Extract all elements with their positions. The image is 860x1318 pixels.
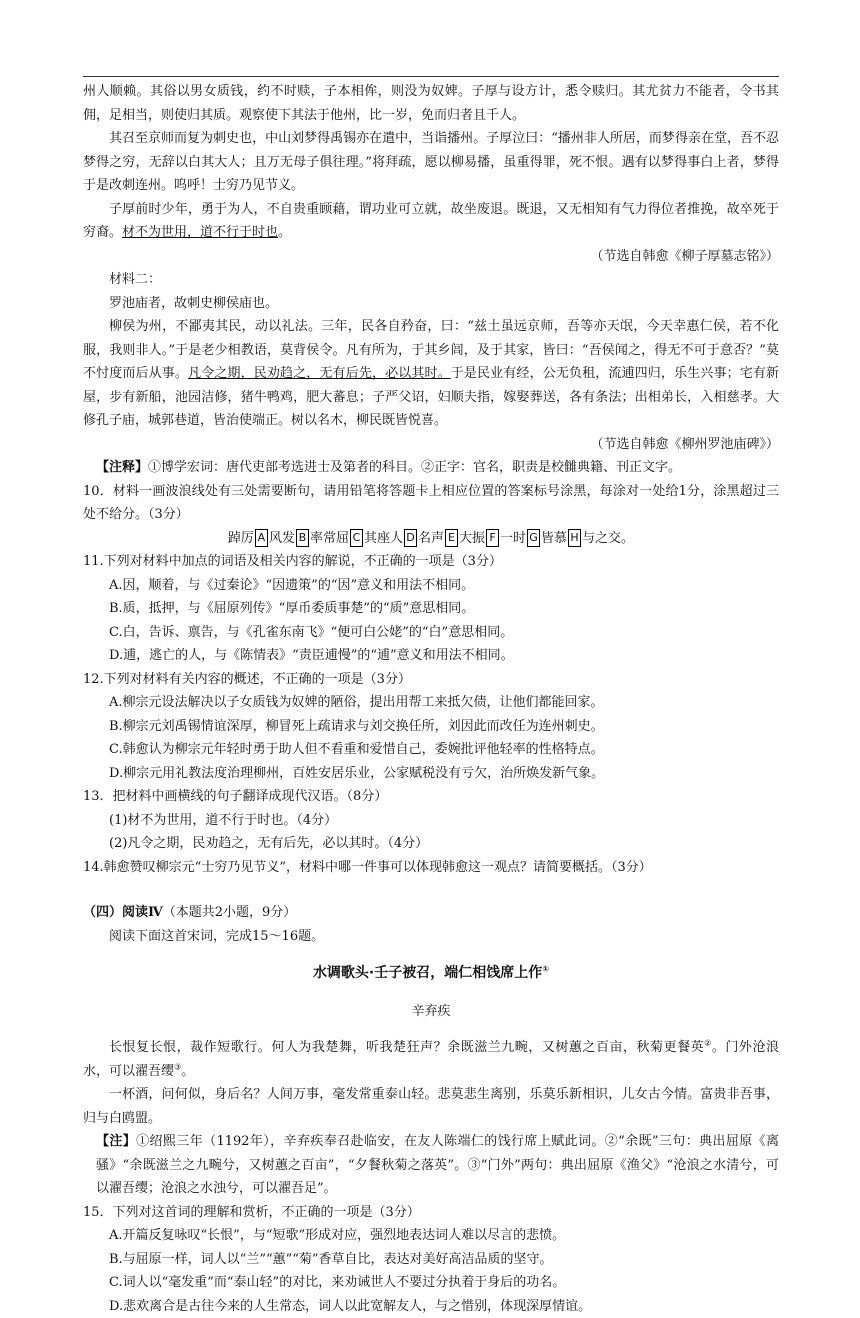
answer-box-b: B <box>296 529 309 547</box>
q11-option-1: B.质，抵押，与《屈原列传》“厚币委质事楚”的“质”意思相同。 <box>83 597 779 621</box>
poem-note <box>83 1130 779 1201</box>
answer-box-g: G <box>527 529 540 547</box>
text: 。 <box>278 225 291 240</box>
q12-option-1: B.柳宗元刘禹锡情谊深厚，柳冒死上疏请求与刘交换任所，刘因此而改任为连州刺史。 <box>83 715 779 739</box>
q15-option-3: D.悲欢离合是古往今来的人生常态，词人以此宽解友人，与之惜别，体现深厚情谊。 <box>83 1295 779 1318</box>
question-10: 10．材料一画波浪线处有三处需要断句，请用铅笔将答题卡上相应位置的答案标号涂黑，每涂对一处给1分，涂黑超过三处不给分。（3分） <box>83 480 779 527</box>
q15-option-1: B.与屈原一样，词人以“兰”“蕙”“菊”香草自比，表达对美好高洁品质的坚守。 <box>83 1248 779 1272</box>
question-10-sequence <box>83 527 779 551</box>
material2-label: 材料二： <box>83 268 779 292</box>
note-label: 【注】 <box>96 1134 136 1149</box>
footnote-mark: ② <box>704 1039 712 1048</box>
q11-option-0: A.因，顺着，与《过秦论》“因遗策”的“因”意义和用法不相同。 <box>83 574 779 598</box>
poem-author: 辛弃疾 <box>83 1000 779 1024</box>
underlined-sentence-1: 材不为世用，道不行于时也 <box>122 225 278 240</box>
footnote-mark: ① <box>542 964 549 973</box>
section-title: （四）阅读Ⅳ <box>83 905 163 920</box>
sequence-text: 名声 <box>418 531 444 546</box>
section-4-instruction: 阅读下面这首宋词，完成15～16题。 <box>83 925 779 949</box>
text: 长恨复长恨，裁作短歌行。何人为我楚舞，听我楚狂声？余既滋兰九畹，又树蕙之百亩，秋菊更餐英 <box>109 1040 704 1055</box>
sequence-text: 皆慕 <box>541 531 567 546</box>
material2-paragraph-1: 罗池庙者，故刺史柳侯庙也。 <box>83 292 779 316</box>
material2-paragraph-2 <box>83 315 779 433</box>
material1-paragraph-3 <box>83 198 779 245</box>
spacer <box>83 879 779 901</box>
q13-item-1: (2)凡令之期，民劝趋之，无有后先，必以其时。（4分） <box>83 832 779 856</box>
q15-option-2: C.词人以“毫发重”而“泰山轻”的对比，来劝诫世人不要过分执着于身后的功名。 <box>83 1271 779 1295</box>
source-1: （节选自韩愈《柳子厚墓志铭》） <box>83 245 779 269</box>
annotation-label: 【注释】 <box>96 460 148 475</box>
answer-box-e: E <box>445 529 458 547</box>
answer-box-d: D <box>404 529 417 547</box>
text: 子厚前时少年，勇于为人，不自贵重顾藉，谓功业可立就，故坐废退。既退，又无相知有气力得位者推挽，故卒死于穷裔。 <box>83 202 779 241</box>
material1-paragraph-2: 其召至京师而复为刺史也，中山刘梦得禹锡亦在遣中，当诣播州。子厚泣曰：“播州非人所居，而梦得亲在堂，吾不忍梦得之穷，无辞以白其大人；且万无母子俱往理。”将拜疏，愿以柳易播，虽重得罪，死不恨。遇有以梦得事白上者，梦得于是改刺连州。呜呼！士穷乃见节义。 <box>83 127 779 198</box>
text: 柳侯为州，不鄙夷其民，动以礼法。三年，民各自矜奋，曰：“兹土虽远京师，吾等亦天氓，今天幸惠仁侯，若不化服，我则非人。”于是老少相教语，莫背侯令。凡有所为，于其乡闾，及于其家，皆曰：“吾侯闻之，得无不可于意否？”莫不忖度而后从事。 <box>83 319 779 381</box>
q11-option-2: C.白，告诉、禀告，与《孔雀东南飞》“便可白公姥”的“白”意思相同。 <box>83 621 779 645</box>
question-12: 12.下列对材料有关内容的概述，不正确的一项是（3分） <box>83 668 779 692</box>
material1-paragraph-1: 州人顺赖。其俗以男女质钱，约不时赎，子本相侔，则没为奴婢。子厚与设方计，悉令赎归。其尤贫力不能者，令书其佣，足相当，则使归其质。观察使下其法于他州，比一岁，免而归者且千人。 <box>83 80 779 127</box>
header-rule <box>83 76 779 77</box>
sequence-text: 风发 <box>269 531 295 546</box>
question-14: 14.韩愈赞叹柳宗元“士穷乃见节义”，材料中哪一件事可以体现韩愈这一观点？请简要概括。（3分） <box>83 856 779 880</box>
sequence-text: 与之交。 <box>582 531 634 546</box>
question-15: 15．下列对这首词的理解和赏析，不正确的一项是（3分） <box>83 1201 779 1225</box>
sequence-text: 率常屈 <box>310 531 349 546</box>
footnote-mark: ③ <box>174 1062 181 1071</box>
source-2: （节选自韩愈《柳州罗池庙碑》） <box>83 433 779 457</box>
sequence-text: 大振 <box>459 531 485 546</box>
question-13-options <box>83 809 779 856</box>
answer-box-f: F <box>486 529 499 547</box>
section-meta: （本题共2小题，9分） <box>163 905 297 920</box>
q13-item-0: (1)材不为世用，道不行于时也。（4分） <box>83 809 779 833</box>
poem-title-text: 水调歌头·壬子被召，端仁相饯席上作 <box>313 965 542 981</box>
poem-stanza-1 <box>83 1036 779 1083</box>
text: 。门外沧浪水，可以濯吾缨 <box>83 1040 779 1079</box>
question-13: 13．把材料中画横线的句子翻译成现代汉语。（8分） <box>83 785 779 809</box>
annotation <box>83 456 779 480</box>
answer-box-h: H <box>568 529 581 547</box>
sequence-text: 踔厉 <box>228 531 254 546</box>
q12-option-3: D.柳宗元用礼教法度治理柳州，百姓安居乐业，公家赋税没有亏欠，治所焕发新气象。 <box>83 762 779 786</box>
poem-title <box>83 962 779 986</box>
underlined-sentence-2: 凡令之期，民劝趋之，无有后先，必以其时。 <box>188 366 451 381</box>
text: 于是民业有经，公无负租，流逋四归，乐生兴事；宅有新屋，步有新船，池园洁修，猪牛鸭鸡，肥大蕃息；子严父诏，妇顺夫指，嫁娶葬送，各有条法；出相弟长，入相慈孝。大修孔子庙，城郭巷道，皆治使端正。树以名木，柳民既皆悦喜。 <box>83 366 779 428</box>
sequence-text: 其座人 <box>364 531 403 546</box>
question-11-options <box>83 574 779 668</box>
poem-stanza-2: 一杯酒，问何似，身后名？人间万事，毫发常重泰山轻。悲莫悲生离别，乐莫乐新相识，儿女古今情。富贵非吾事，归与白鸥盟。 <box>83 1083 779 1130</box>
text: 。 <box>181 1064 194 1079</box>
section-4-heading <box>83 901 779 925</box>
question-11: 11.下列对材料中加点的词语及相关内容的解说，不正确的一项是（3分） <box>83 550 779 574</box>
question-12-options <box>83 691 779 785</box>
sequence-text: 一时 <box>500 531 526 546</box>
q11-option-3: D.逋，逃亡的人，与《陈情表》“责臣逋慢”的“逋”意义和用法不相同。 <box>83 644 779 668</box>
question-15-options <box>83 1224 779 1318</box>
document-body <box>83 80 779 1318</box>
annotation-text: ①博学宏词：唐代吏部考选进士及第者的科目。②正字：官名，职责是校雠典籍、刊正文字。 <box>148 460 681 475</box>
q15-option-0: A.开篇反复咏叹“长恨”，与“短歌”形成对应，强烈地表达词人难以尽言的悲愤。 <box>83 1224 779 1248</box>
answer-box-a: A <box>255 529 268 547</box>
q12-option-0: A.柳宗元设法解决以子女质钱为奴婢的陋俗，提出用帮工来抵欠债，让他们都能回家。 <box>83 691 779 715</box>
answer-box-c: C <box>350 529 363 547</box>
note-text: ①绍熙三年（1192年），辛弃疾奉召赴临安，在友人陈端仁的饯行席上赋此词。②“余既”三句：典出屈原《离骚》“余既滋兰之九畹兮，又树蕙之百亩”，“夕餐秋菊之落英”。③“门外”两句：典出屈原《渔父》“沧浪之水清兮，可以濯吾缨；沧浪之水浊兮，可以濯吾足”。 <box>96 1134 779 1196</box>
q12-option-2: C.韩愈认为柳宗元年轻时勇于助人但不看重和爱惜自己，委婉批评他轻率的性格特点。 <box>83 738 779 762</box>
